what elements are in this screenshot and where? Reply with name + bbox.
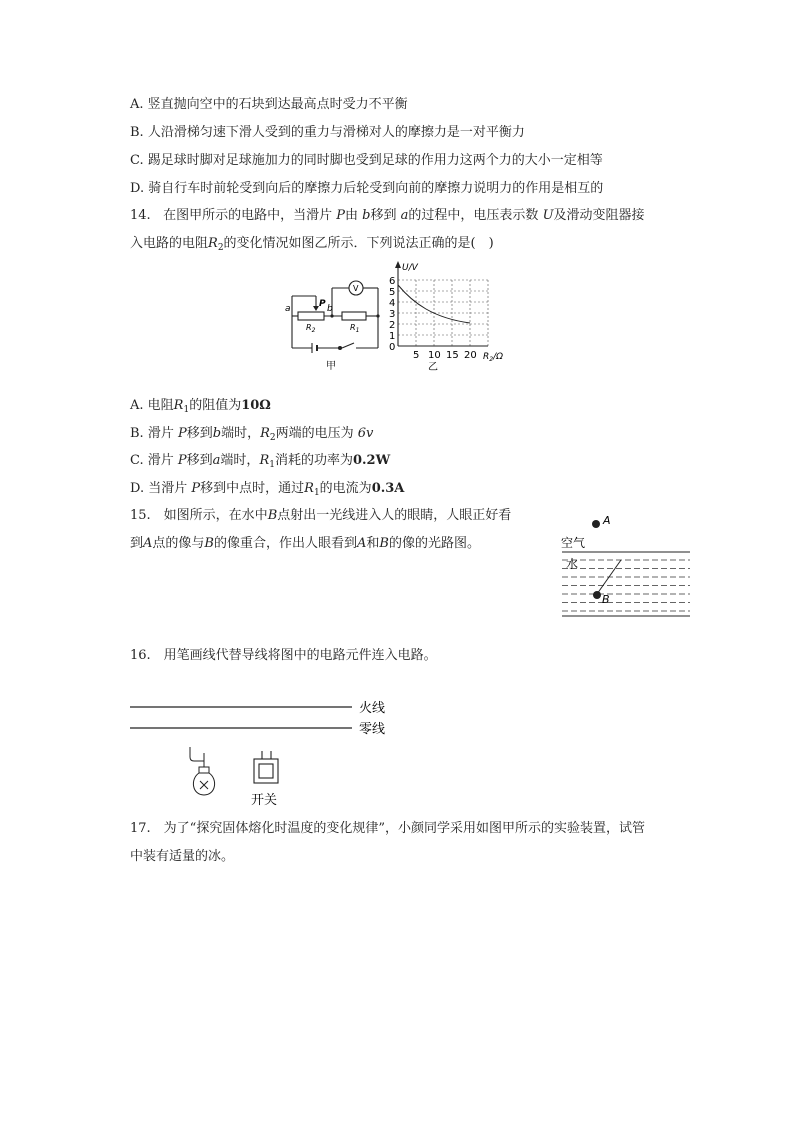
y-tick-label: 4 (389, 298, 396, 309)
q14-option-b: B. 滑片 P移到b端时，$R_2$两端的电压为 6v (130, 426, 374, 443)
q14-stem-line1: 14. 在图甲所示的电路中，当滑片 P由 b移到 a的过程中，电压表示数 U及滑动变阻器接 (130, 208, 645, 223)
x-tick-label: 20 (464, 350, 477, 361)
point-b-label: B (602, 593, 610, 606)
x-tick-label: 5 (413, 350, 420, 361)
q14-option-a: A. 电阻$R_1$的阻值为10Ω (130, 398, 271, 415)
point-b-dot (593, 591, 601, 599)
q14-option-d: D. 当滑片 P移到中点时，通过$R_1$的电流为0.3A (130, 481, 405, 498)
x-tick-label: 10 (428, 350, 441, 361)
q16-stem: 16. 用笔画线代替导线将图中的电路元件连入电路。 (130, 648, 437, 663)
q15-optics-figure (558, 508, 694, 623)
switch-icon (254, 751, 278, 783)
q14-stem-line2: 入电路的电阻$R_2$的变化情况如图乙所示．下列说法正确的是( ) (130, 236, 494, 253)
circuit-label-b: b (327, 304, 333, 314)
y-tick-label: 6 (389, 276, 396, 287)
q14-option-c: C. 滑片 P移到a端时，$R_1$消耗的功率为0.2W (130, 453, 391, 470)
q13-option-d: D. 骑自行车时前轮受到向后的摩擦力后轮受到向前的摩擦力说明力的作用是相互的 (130, 181, 604, 196)
circuit-label-r1: $R_1$ (350, 323, 360, 334)
q15-stem-line2: 到A点的像与B的像重合，作出人眼看到A和B的像的光路图。 (130, 536, 480, 551)
circuit-label-r2: $R_2$ (306, 323, 316, 334)
q17-stem-line2: 中装有适量的冰。 (130, 849, 235, 864)
air-label: 空气 (561, 536, 586, 550)
y-tick-label: 3 (389, 309, 396, 320)
neutral-wire-label: 零线 (359, 722, 386, 737)
point-a-dot (592, 520, 600, 528)
lamp-icon (190, 747, 215, 795)
q14-circuit-figure (282, 268, 394, 373)
y-tick-label: 5 (389, 287, 396, 298)
q13-option-a: A. 竖直抛向空中的石块到达最高点时受力不平衡 (130, 97, 408, 112)
circuit-label-a: a (285, 304, 291, 314)
q13-option-c: C. 踢足球时脚对足球施加力的同时脚也受到足球的作用力这两个力的大小一定相等 (130, 153, 603, 168)
y-tick-label: 2 (389, 320, 396, 331)
figure-label-jia: 甲 (326, 361, 336, 372)
y-tick-label: 1 (389, 331, 396, 342)
q14-graph-figure (388, 258, 518, 373)
point-a-label: A (603, 514, 611, 527)
q17-stem-line1: 17. 为了“探究固体熔化时温度的变化规律”，小颜同学采用如图甲所示的实验装置，试管 (130, 821, 645, 836)
y-tick-label: 0 (389, 342, 396, 353)
figure-label-yi: 乙 (428, 362, 438, 373)
q13-option-b: B. 人沿滑梯匀速下滑人受到的重力与滑梯对人的摩擦力是一对平衡力 (130, 125, 525, 140)
circuit-label-p: P (319, 299, 326, 309)
q16-wiring-figure (128, 695, 398, 810)
water-label: 水 (566, 557, 579, 571)
x-tick-label: 15 (446, 350, 459, 361)
graph-x-axis-label: $R_2/\Omega$ (483, 352, 504, 363)
live-wire-label: 火线 (359, 701, 386, 716)
voltmeter-label: V (353, 284, 359, 293)
graph-y-axis-label: U/V (402, 263, 418, 273)
q15-stem-line1: 15. 如图所示，在水中B点射出一光线进入人的眼睛，人眼正好看 (130, 508, 512, 523)
switch-label: 开关 (251, 793, 278, 808)
